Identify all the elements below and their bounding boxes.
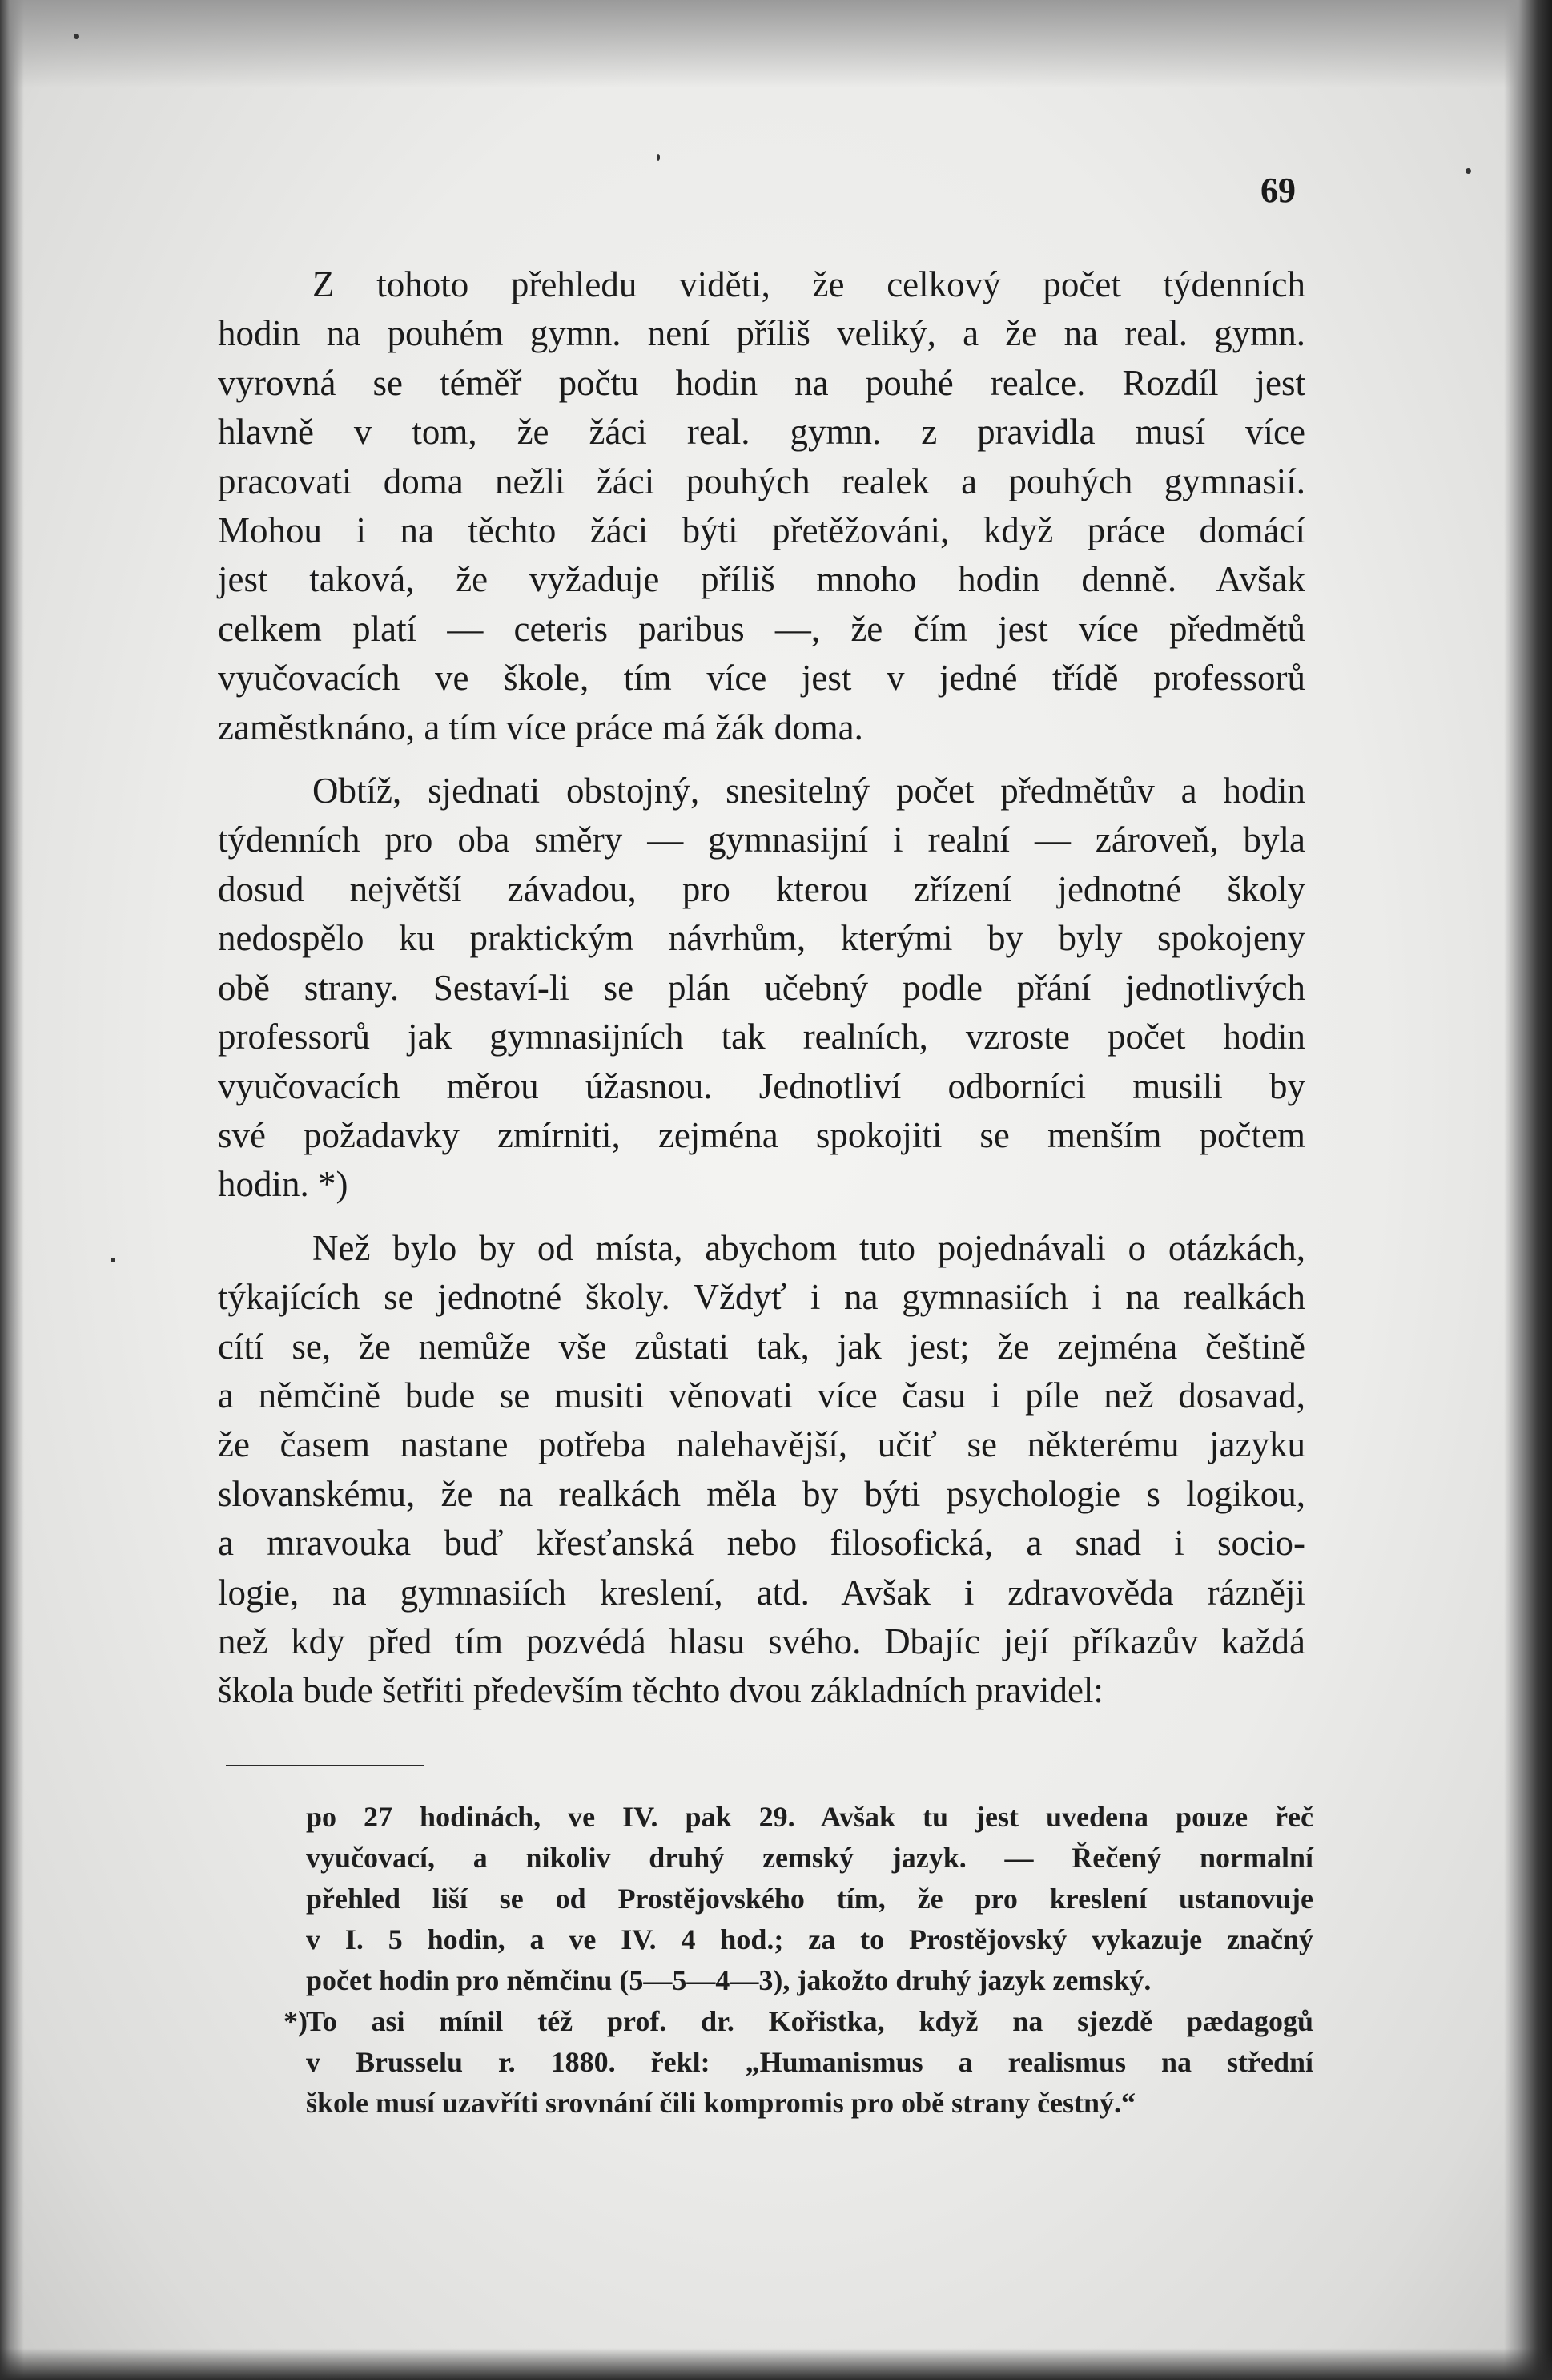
footnote-line: vyučovací, a nikoliv druhý zemský jazyk. — Řečený normalní — [306, 1842, 1313, 1874]
text-line: pracovati doma nežli žáci pouhých realek a pouhých gymnasií. — [218, 461, 1305, 501]
text-line: Mohou i na těchto žáci býti přetěžováni, když práce domácí — [218, 510, 1305, 551]
page-number: 69 — [1260, 171, 1296, 210]
text-line: Než bylo by od místa, abychom tuto pojednávali o otázkách, — [312, 1227, 1305, 1268]
paragraph-1 — [218, 260, 1305, 752]
text-line: než kdy před tím pozvédá hlasu svého. Dbajíc její příkazův každá — [218, 1621, 1305, 1661]
text-line: slovanskému, že na realkách měla by býti psychologie s logikou, — [218, 1473, 1305, 1514]
text-line: a němčině bude se musiti věnovati více času i píle než dosavad, — [218, 1375, 1305, 1416]
dust-speck — [111, 1258, 115, 1262]
text-line: škola bude šetřiti především těchto dvou základních pravidel: — [218, 1670, 1104, 1711]
footnote-line: škole musí uzavříti srovnání čili kompromis pro obě strany čestný.“ — [306, 2087, 1136, 2119]
text-line: zaměstknáno, a tím více práce má žák doma. — [218, 707, 863, 747]
footnote-divider — [226, 1765, 424, 1766]
text-line: a mravouka buď křesťanská nebo filosofická, a snad i socio- — [218, 1523, 1305, 1564]
scan-shadow-right — [1504, 0, 1552, 2380]
footnote-line: počet hodin pro němčinu (5—5—4—3), jakožto druhý jazyk zemský. — [306, 1964, 1152, 1996]
paragraph-2 — [218, 767, 1305, 1210]
text-line: professorů jak gymnasijních tak realních, vzroste počet hodin — [218, 1017, 1305, 1057]
text-line: nedospělo ku praktickým návrhům, kterými by byly spokojeny — [218, 918, 1305, 959]
text-line: logie, na gymnasiích kreslení, atd. Avšak i zdravověda rázněji — [218, 1572, 1305, 1613]
text-line: že časem nastane potřeba nalehavější, učiť se některému jazyku — [218, 1424, 1305, 1465]
scan-shadow-left — [0, 0, 24, 2380]
dust-speck — [74, 34, 79, 39]
footnote-line: přehled liší se od Prostějovského tím, že pro kreslení ustanovuje — [306, 1883, 1313, 1915]
text-line: Obtíž, sjednati obstojný, snesitelný počet předmětův a hodin — [312, 771, 1305, 811]
text-line: jest taková, že vyžaduje příliš mnoho hodin denně. Avšak — [218, 559, 1305, 600]
footnote-continued — [306, 1797, 1313, 2001]
text-line: vyučovacích měrou úžasnou. Jednotliví odborníci musili by — [218, 1065, 1305, 1106]
text-line: celkem platí — ceteris paribus —, že čím jest více předmětů — [218, 608, 1305, 649]
text-line: Z tohoto přehledu viděti, že celkový počet týdenních — [312, 264, 1305, 304]
text-line: hodin na pouhém gymn. není příliš veliký, a že na real. gymn. — [218, 313, 1305, 354]
scan-shadow-top — [0, 0, 1552, 88]
footnote-line: v I. 5 hodin, a ve IV. 4 hod.; za to Prostějovský vykazuje značný — [306, 1923, 1313, 1955]
text-line: vyučovacích ve škole, tím více jest v jedné třídě professorů — [218, 658, 1305, 699]
footnote-asterisk — [283, 2001, 1313, 2124]
text-line: týdenních pro oba směry — gymnasijní i realní — zároveň, byla — [218, 820, 1305, 860]
text-line: cítí se, že nemůže vše zůstati tak, jak jest; že zejména češtině — [218, 1326, 1305, 1367]
text-line: hodin. *) — [218, 1164, 348, 1205]
text-line: své požadavky zmírniti, zejména spokojiti se menším počtem — [218, 1114, 1305, 1155]
dust-speck — [1466, 168, 1471, 174]
text-line: hlavně v tom, že žáci real. gymn. z pravidla musí více — [218, 412, 1305, 453]
text-line: vyrovná se téměř počtu hodin na pouhé realce. Rozdíl jest — [218, 362, 1305, 403]
text-line: týkajících se jednotné školy. Vždyť i na gymnasiích i na realkách — [218, 1277, 1305, 1318]
text-line: dosud největší závadou, pro kterou zřízení jednotné školy — [218, 868, 1305, 909]
footnote-marker: *) — [283, 2005, 308, 2037]
body-text — [218, 260, 1305, 1716]
paragraph-3 — [218, 1224, 1305, 1716]
footnotes — [283, 1797, 1313, 2124]
dust-speck — [657, 154, 660, 161]
footnote-line: To asi mínil též prof. dr. Kořistka, když na sjezdě pædagogů — [306, 2005, 1313, 2037]
footnote-line: po 27 hodinách, ve IV. pak 29. Avšak tu jest uvedena pouze řeč — [306, 1801, 1313, 1833]
footnote-line: v Brusselu r. 1880. řekl: „Humanismus a realismus na střední — [306, 2046, 1313, 2078]
text-line: obě strany. Sestaví-li se plán učebný podle přání jednotlivých — [218, 967, 1305, 1008]
scan-shadow-bottom — [0, 2348, 1552, 2380]
